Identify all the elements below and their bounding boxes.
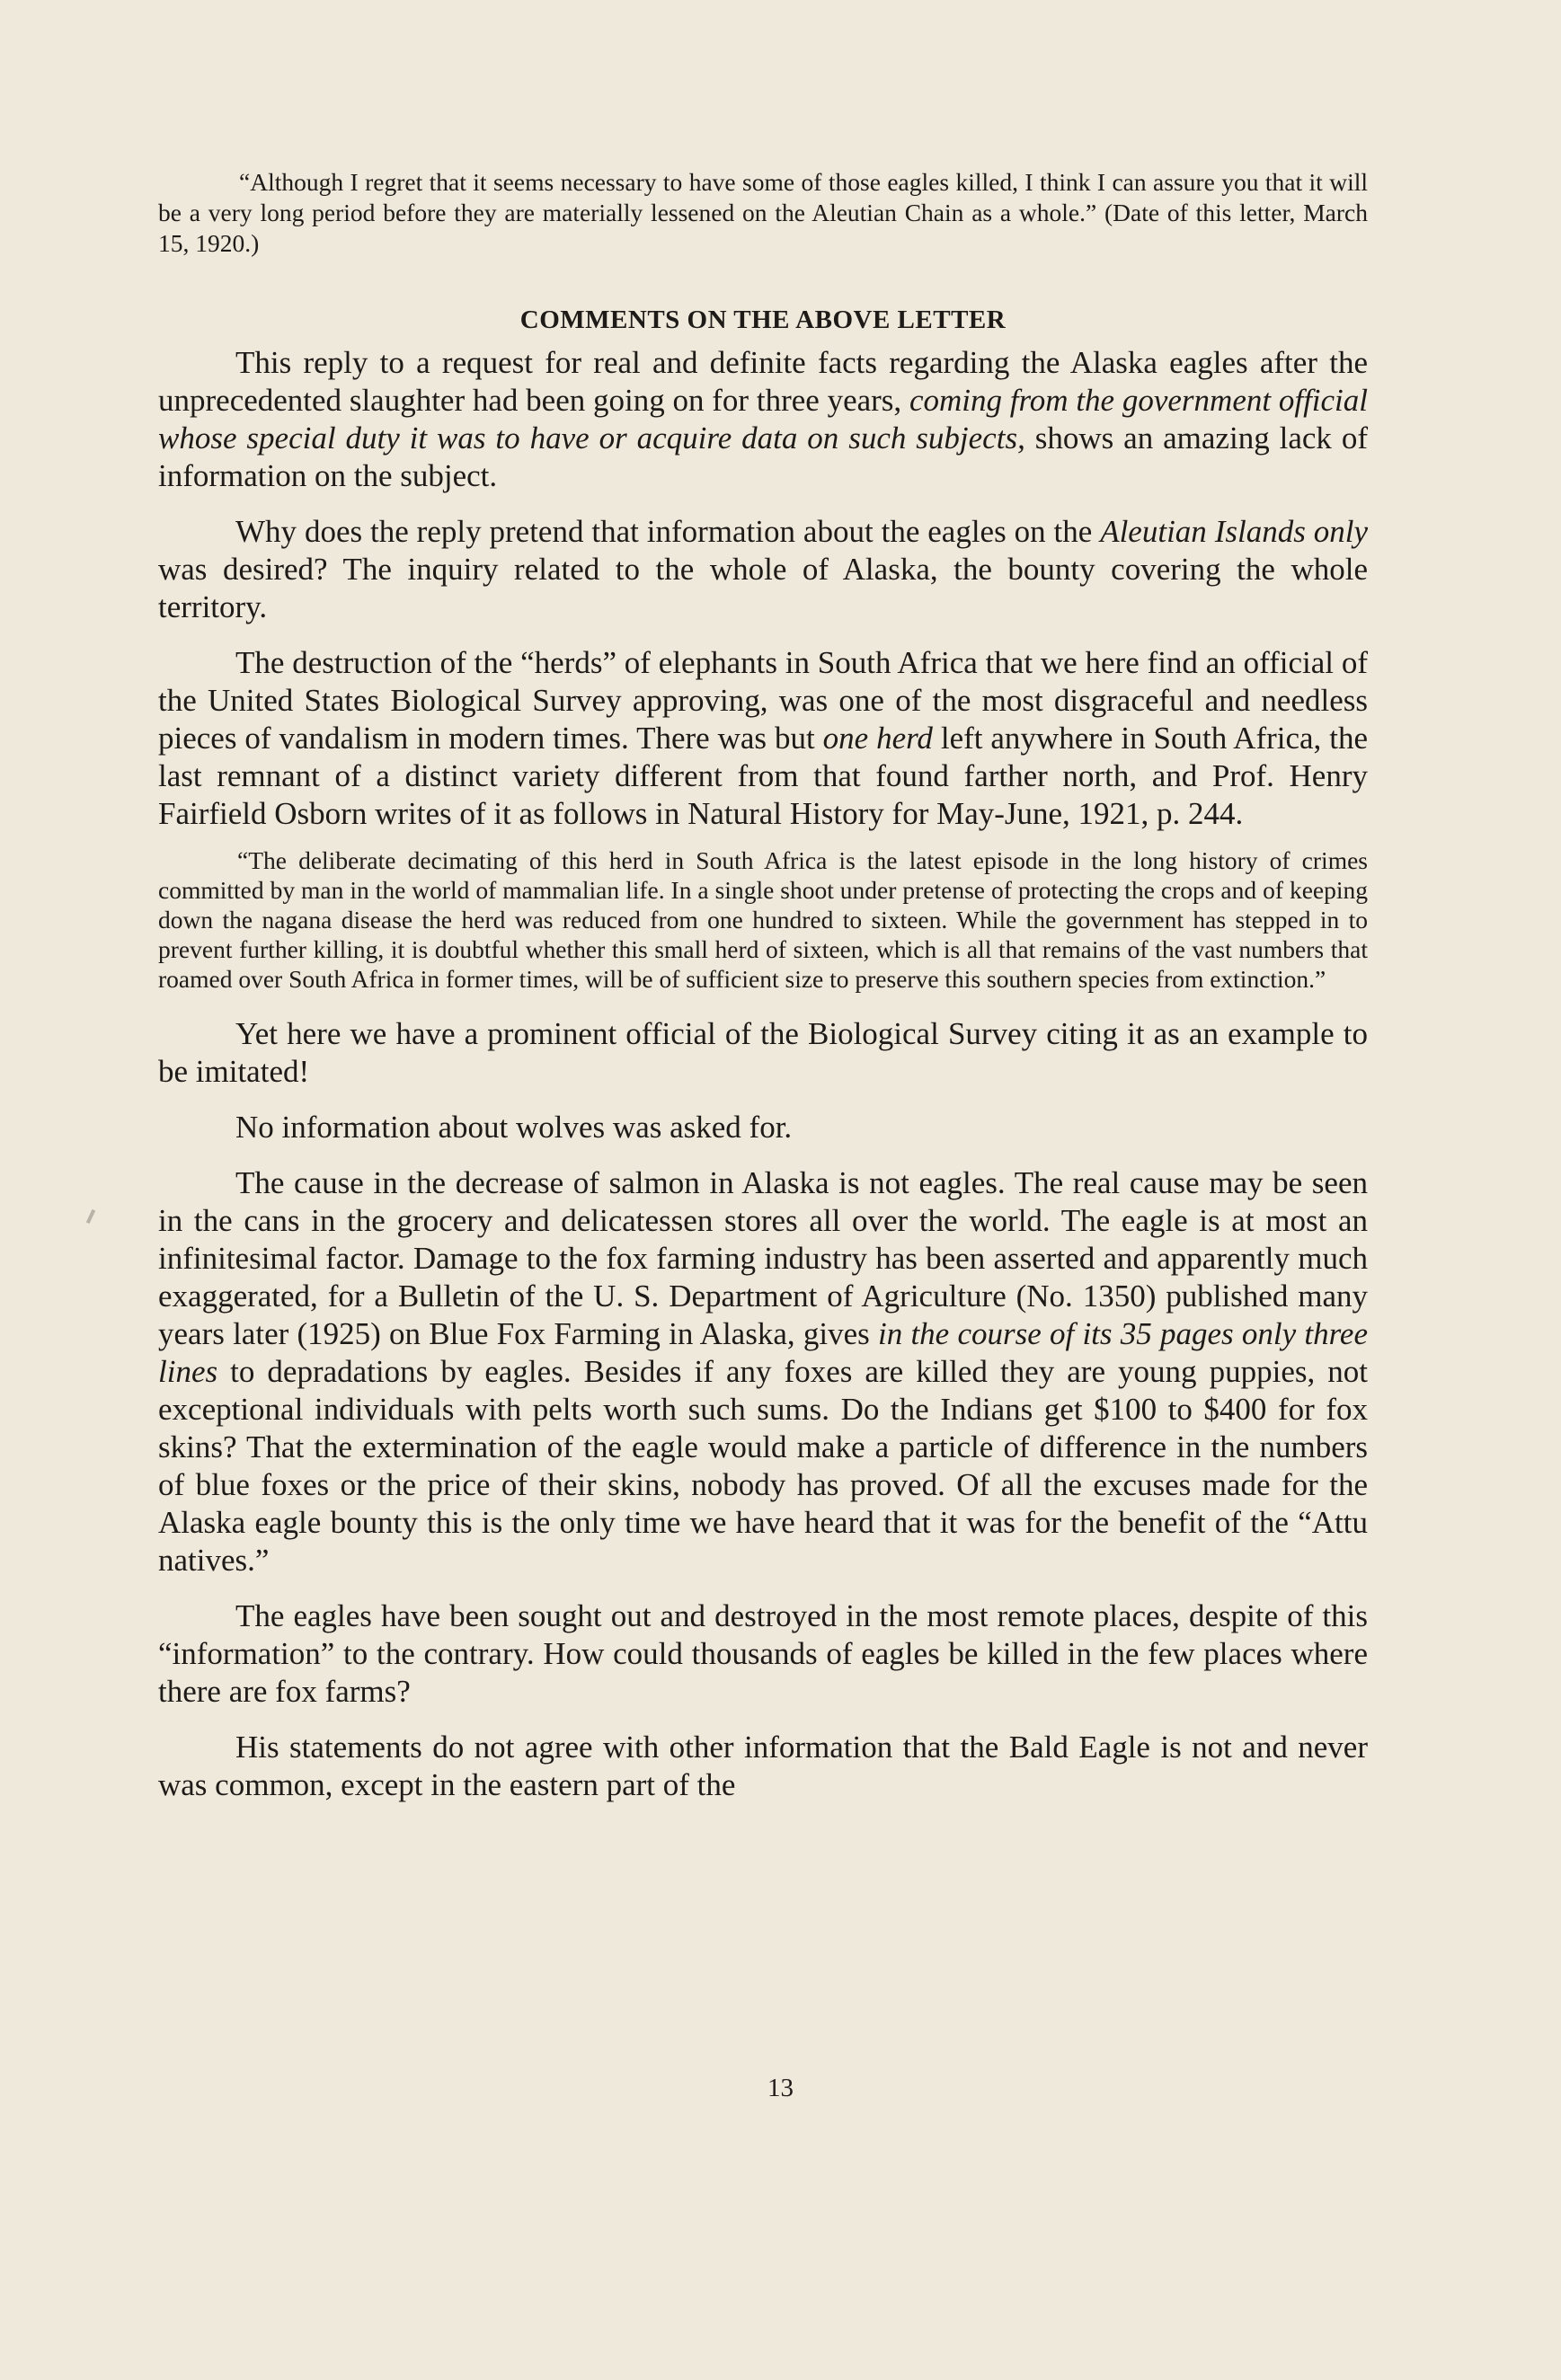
- emphasis-text: in the course of its 35 pages only three lines: [158, 1316, 1368, 1389]
- paper-fleck: [86, 1209, 95, 1224]
- emphasis-text: coming from the government official whose special duty it was to have or acquire data on such subjects,: [158, 383, 1369, 456]
- paragraph-text: The destruction of the “herds” of elephants in South Africa that we here find an official of the United States Biological Survey approving, was one of the most disgraceful and needless pieces of vandalism in modern times. There was but: [158, 645, 1368, 756]
- paragraph-text: left anywhere in South Africa, the last remnant of a distinct variety different from that found farther north, and Prof. Henry Fairfield Osborn writes of it as follows in Natural History for May-June, 1921, p. 244.: [158, 721, 1368, 831]
- page-number: 13: [767, 2074, 794, 2102]
- paragraph-text: to depradations by eagles. Besides if any foxes are killed they are young puppies, not exceptional individuals with pelts worth such sums. Do the Indians get $100 to $400 for fox skins? That the extermination of the eagle would make a particle of difference in the numbers of blue foxes or the price of their skins, nobody has proved. Of all the excuses made for the Alaska eagle bounty this is the only time we have heard that it was for the benefit of the “Attu natives.”: [158, 1354, 1368, 1578]
- paragraph-text: This reply to a request for real and definite facts regarding the Alaska eagles after the unprecedented slaughter had been going on for three years,: [158, 345, 1368, 418]
- paragraph-salmon-foxes: [158, 1164, 1368, 1579]
- paragraph-remote-places: The eagles have been sought out and destroyed in the most remote places, despite of this “information” to the contrary. How could thousands of eagles be killed in the few places where there are fox farms?: [158, 1598, 1368, 1709]
- paragraph-elephants: [158, 644, 1368, 833]
- emphasis-text: Aleutian Islands only: [1100, 514, 1368, 549]
- paragraph-text: was desired? The inquiry related to the whole of Alaska, the bounty covering the whole territory.: [158, 552, 1368, 624]
- paragraph-reply-critique: [158, 344, 1368, 495]
- opening-quote: “Although I regret that it seems necessary to have some of those eagles killed, I think I can assure you that it will be a very long period before they are materially lessened on the Aleutian Chain as a whole.” (Date of this letter, March 15, 1920.): [158, 168, 1368, 257]
- emphasis-text: one herd: [822, 721, 933, 756]
- paragraph-prominent-official: Yet here we have a prominent official of the Biological Survey citing it as an example to be imitated!: [158, 1016, 1368, 1089]
- paragraph-text: The cause in the decrease of salmon in Alaska is not eagles. The real cause may be seen in the cans in the grocery and delicatessen stores all over the world. The eagle is at most an infinitesimal factor. Damage to the fox farming industry has been asserted and apparently much exaggerated, for a Bulletin of the U. S. Department of Agriculture (No. 1350) published many years later (1925) on Blue Fox Farming in Alaska, gives: [158, 1165, 1368, 1351]
- paragraph-text: shows an amazing lack of information on the subject.: [158, 420, 1368, 493]
- paragraph-aleutian-question: [158, 513, 1368, 626]
- page-body: [158, 167, 1368, 1822]
- paragraph-bald-eagle: His statements do not agree with other information that the Bald Eagle is not and never was common, except in the eastern part of the: [158, 1730, 1368, 1802]
- paragraph-wolves: No information about wolves was asked for.: [235, 1110, 793, 1145]
- section-heading: COMMENTS ON THE ABOVE LETTER: [519, 305, 1007, 334]
- osborn-quote: “The deliberate decimating of this herd in South Africa is the latest episode in the long history of crimes committed by man in the world of mammalian life. In a single shoot under pretense of protecting the crops and of keeping down the nagana disease the herd was reduced from one hundred to sixteen. While the government has stepped in to prevent further killing, it is doubtful whether this small herd of sixteen, which is all that remains of the vast numbers that roamed over South Africa in former times, will be of sufficient size to preserve this southern species from extinction.”: [158, 846, 1368, 993]
- paragraph-text: Why does the reply pretend that information about the eagles on the: [235, 514, 1101, 549]
